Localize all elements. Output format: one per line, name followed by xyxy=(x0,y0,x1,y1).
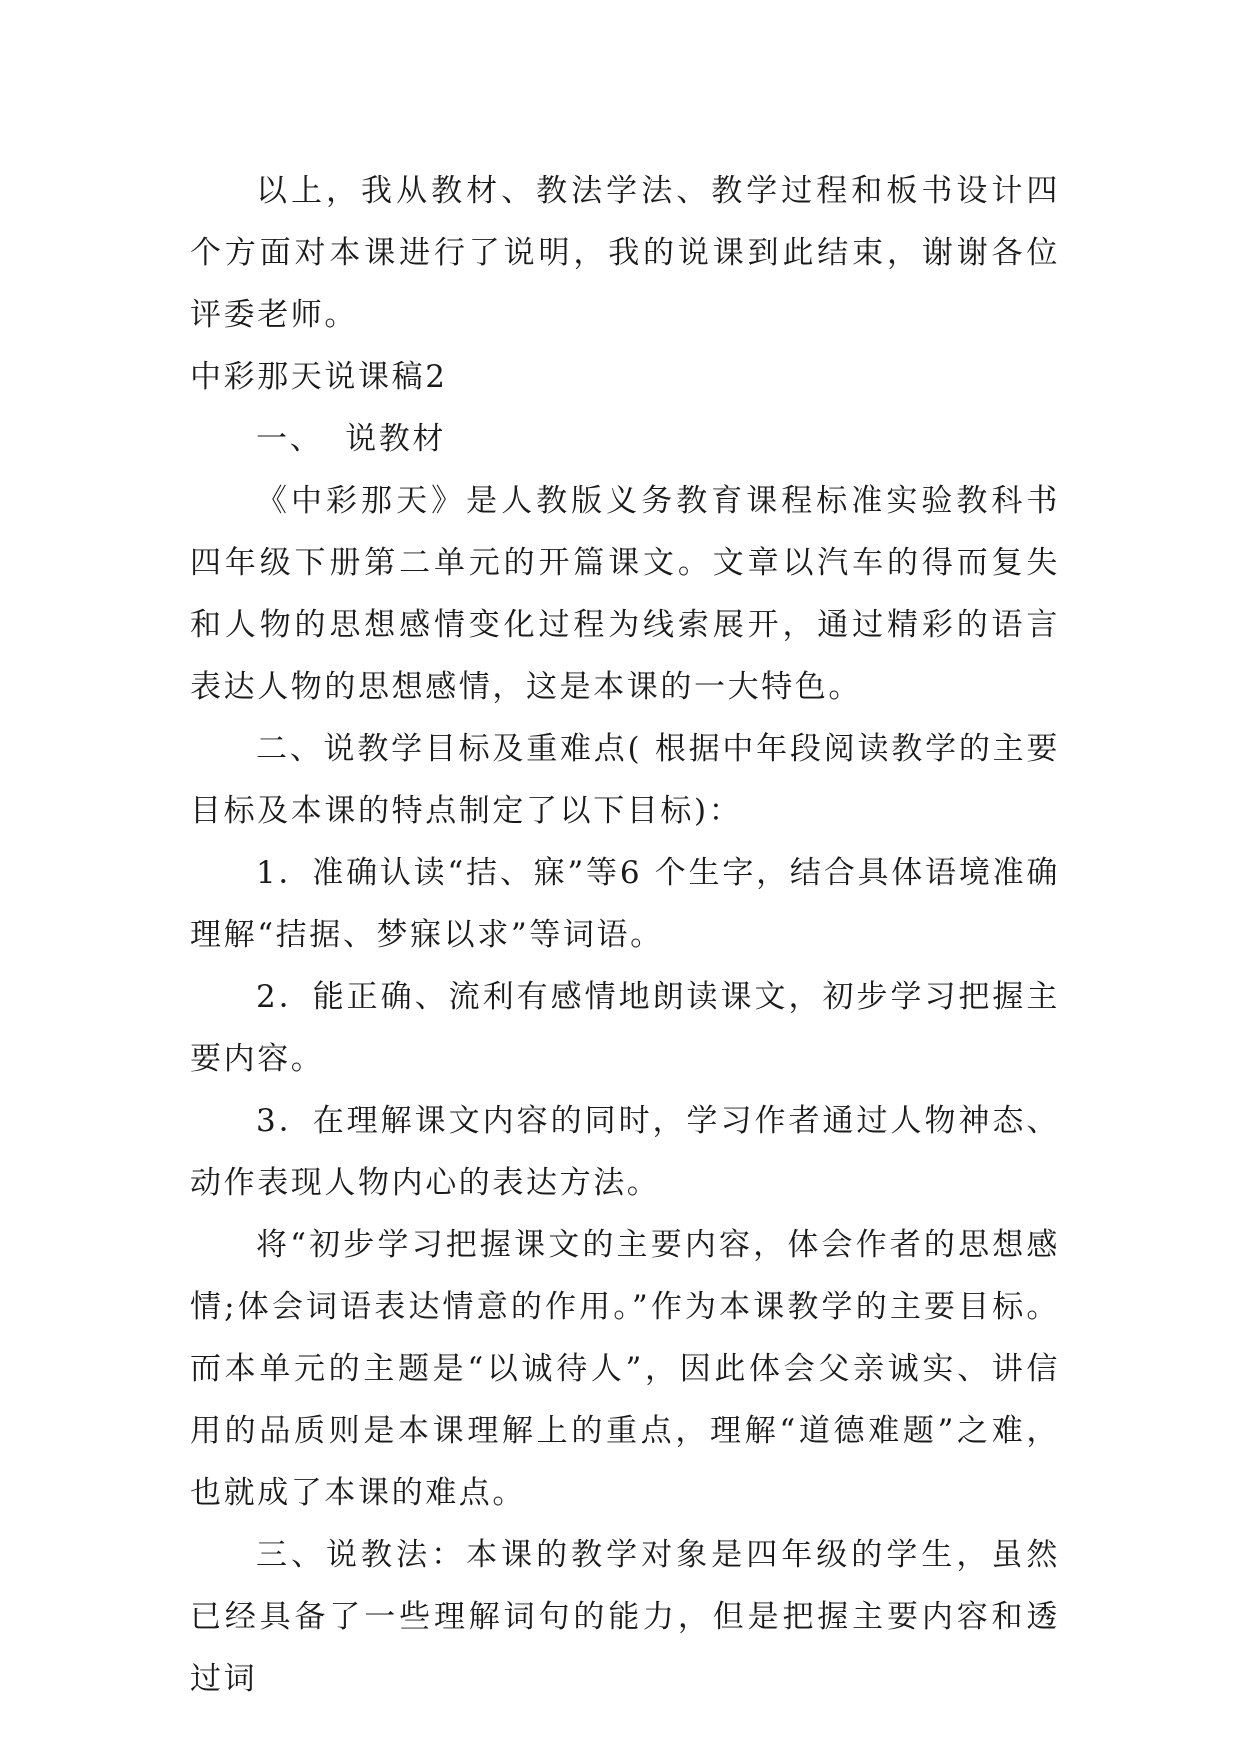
focus-paragraph: 将“初步学习把握课文的主要内容，体会作者的思想感情;体会词语表达情意的作用。”作为本课教学的主要目标。而本单元的主题是“以诚待人”，因此体会父亲诚实、讲信用的品质则是本课理解上的重点，理解“道德难题”之难，也就成了本课的难点。 xyxy=(190,1227,1060,1511)
goal-item: 3．在理解课文内容的同时，学习作者通过人物神态、动作表现人物内心的表达方法。 xyxy=(190,1103,1060,1201)
section-heading-teaching-material xyxy=(190,408,1060,470)
document-body xyxy=(190,160,1060,1710)
section-number: 一、 xyxy=(256,421,324,457)
intro-paragraph: 《中彩那天》是人教版义务教育课程标准实验教科书四年级下册第二单元的开篇课文。文章以汽车的得而复失和人物的思想感情变化过程为线索展开，通过精彩的语言表达人物的思想感情，这是本课的一大特色。 xyxy=(190,483,1060,705)
section-label: 说教材 xyxy=(345,421,447,457)
goal-item: 1．准确认读“拮、寐”等6 个生字，结合具体语境准确理解“拮据、梦寐以求”等词语。 xyxy=(190,855,1060,953)
section-heading-teaching-method: 三、说教法：本课的教学对象是四年级的学生，虽然已经具备了一些理解词句的能力，但是把握主要内容和透过词 xyxy=(190,1537,1060,1697)
closing-paragraph: 以上，我从教材、教法学法、教学过程和板书设计四个方面对本课进行了说明，我的说课到此结束，谢谢各位评委老师。 xyxy=(190,173,1060,333)
goal-item: 2．能正确、流利有感情地朗读课文，初步学习把握主要内容。 xyxy=(190,979,1060,1077)
document-title: 中彩那天说课稿2 xyxy=(190,359,448,395)
section-heading-goals: 二、说教学目标及重难点( 根据中年段阅读教学的主要目标及本课的特点制定了以下目标)： xyxy=(190,731,1060,829)
